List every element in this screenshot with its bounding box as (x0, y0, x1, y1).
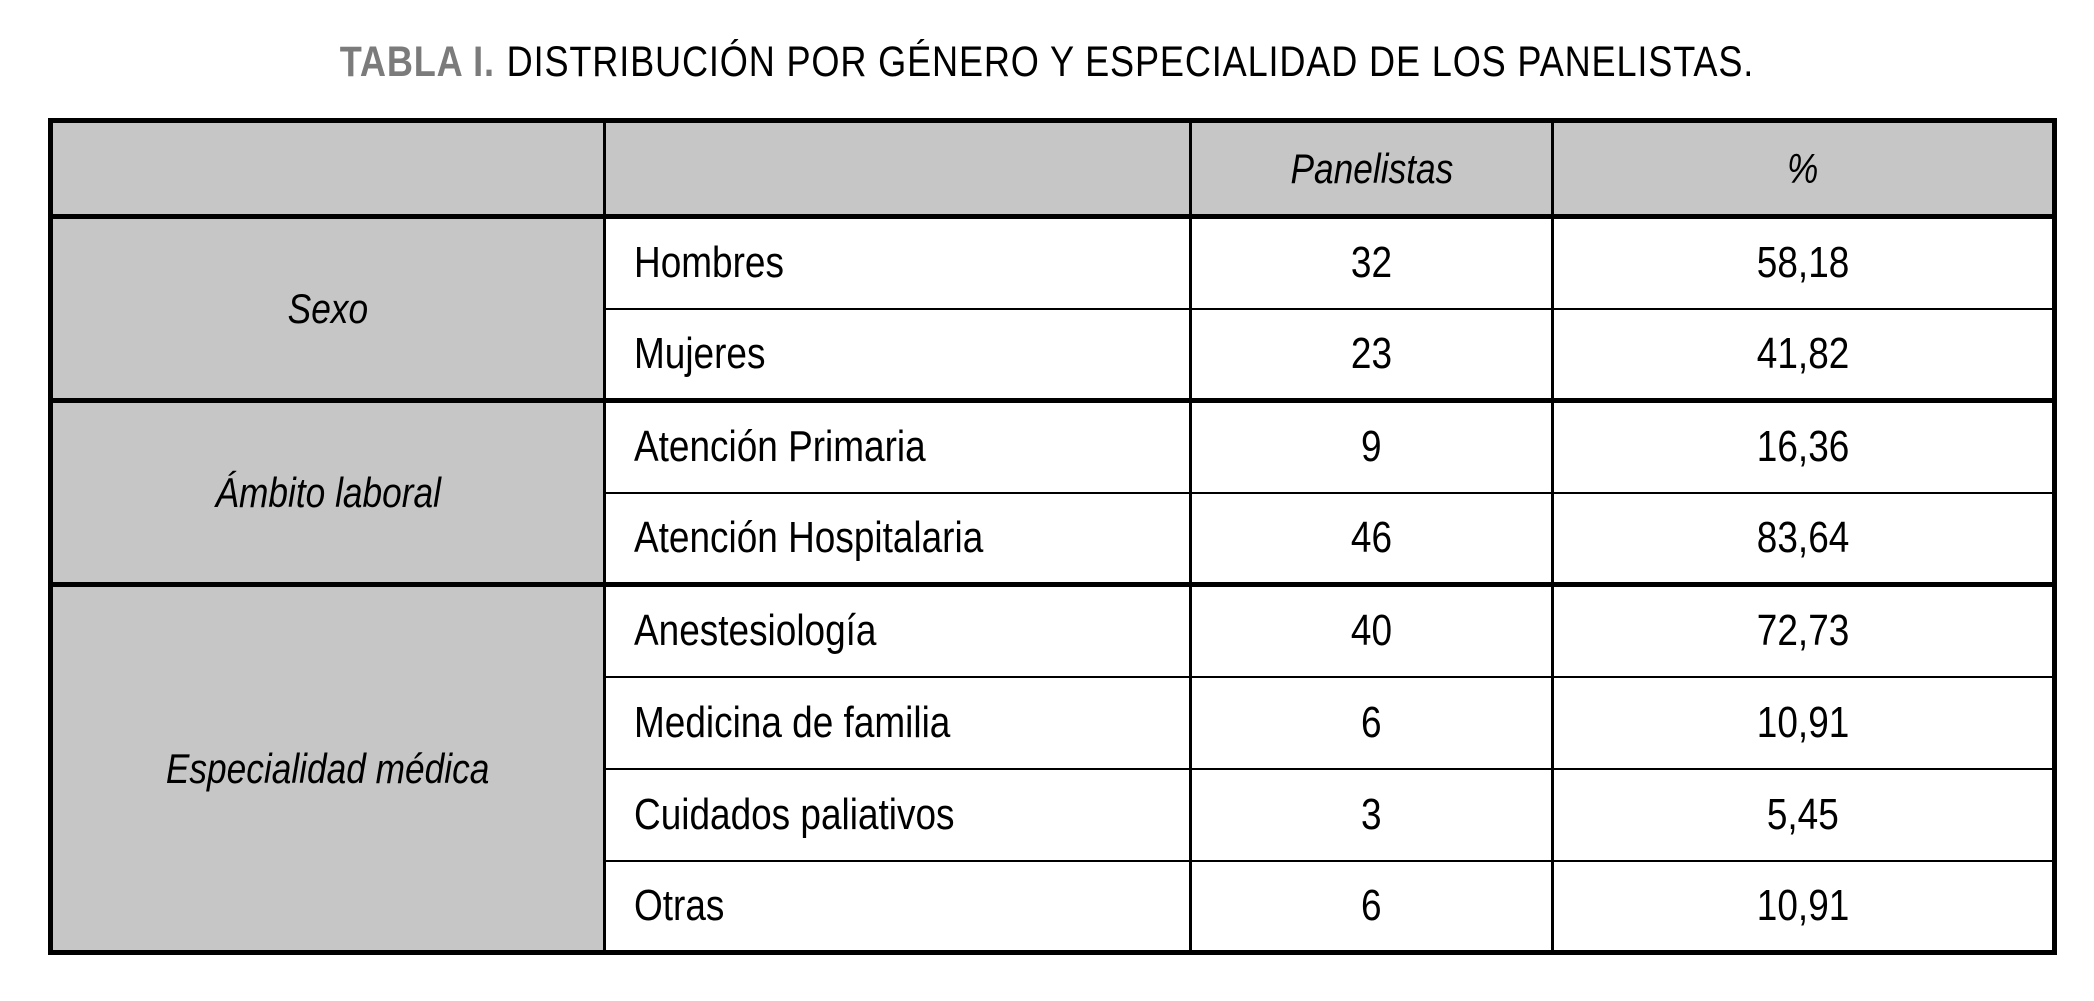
group-cell-ambito-laboral (51, 401, 605, 585)
percent-cell (1553, 401, 2055, 493)
header-cell-empty-group (51, 121, 605, 217)
percent-value: 41,82 (1756, 328, 1850, 378)
percent-value: 10,91 (1756, 697, 1850, 747)
panelistas-cell (1191, 309, 1553, 401)
category-cell (605, 401, 1191, 493)
category-label: Mujeres (634, 328, 766, 378)
panelists-table (48, 118, 2057, 955)
panelistas-cell (1191, 677, 1553, 769)
percent-value: 10,91 (1756, 880, 1850, 930)
header-cell-percent (1553, 121, 2055, 217)
percent-cell (1553, 861, 2055, 953)
percent-cell (1553, 309, 2055, 401)
panelistas-value: 6 (1361, 697, 1382, 747)
category-label: Anestesiología (634, 606, 877, 656)
percent-value: 83,64 (1756, 512, 1850, 562)
percent-value: 16,36 (1756, 422, 1850, 472)
category-cell (605, 769, 1191, 861)
panelistas-value: 32 (1350, 238, 1393, 288)
category-label: Otras (634, 880, 725, 930)
category-cell (605, 585, 1191, 677)
table-title-line (340, 38, 1754, 87)
header-label-percent: % (1787, 144, 1819, 192)
percent-value: 58,18 (1756, 238, 1850, 288)
percent-value: 5,45 (1767, 789, 1839, 839)
percent-cell (1553, 677, 2055, 769)
panelistas-cell (1191, 585, 1553, 677)
header-cell-empty-category (605, 121, 1191, 217)
panelistas-value: 46 (1350, 512, 1393, 562)
header-cell-panelistas (1191, 121, 1553, 217)
panelistas-value: 9 (1361, 422, 1382, 472)
table-row (51, 585, 2055, 677)
table-title-label: TABLA I. (339, 38, 495, 86)
panelistas-cell (1191, 861, 1553, 953)
header-row (51, 121, 2055, 217)
panelistas-value: 6 (1361, 880, 1382, 930)
header-label-panelistas: Panelistas (1290, 144, 1453, 192)
panelistas-value: 3 (1361, 789, 1382, 839)
percent-cell (1553, 769, 2055, 861)
panelistas-cell (1191, 769, 1553, 861)
percent-cell (1553, 493, 2055, 585)
category-cell (605, 677, 1191, 769)
group-cell-especialidad-medica (51, 585, 605, 953)
percent-cell (1553, 585, 2055, 677)
panelistas-value: 40 (1350, 606, 1393, 656)
category-label: Hombres (634, 238, 784, 288)
table-row (51, 401, 2055, 493)
panelistas-value: 23 (1350, 328, 1393, 378)
category-label: Cuidados paliativos (634, 789, 955, 839)
percent-value: 72,73 (1756, 606, 1850, 656)
category-label: Medicina de familia (634, 697, 951, 747)
group-label: Sexo (287, 284, 369, 332)
table-title (0, 38, 2094, 87)
table-title-text: DISTRIBUCIÓN POR GÉNERO Y ESPECIALIDAD DE LOS PANELISTAS. (506, 38, 1755, 86)
category-cell (605, 861, 1191, 953)
category-label: Atención Primaria (634, 422, 926, 472)
category-cell (605, 493, 1191, 585)
table-row (51, 217, 2055, 309)
category-cell (605, 309, 1191, 401)
panelistas-cell (1191, 493, 1553, 585)
group-cell-sexo (51, 217, 605, 401)
panelistas-cell (1191, 401, 1553, 493)
category-cell (605, 217, 1191, 309)
category-label: Atención Hospitalaria (634, 512, 984, 562)
panelistas-cell (1191, 217, 1553, 309)
group-label: Especialidad médica (166, 744, 490, 792)
percent-cell (1553, 217, 2055, 309)
group-label: Ámbito laboral (215, 468, 441, 516)
